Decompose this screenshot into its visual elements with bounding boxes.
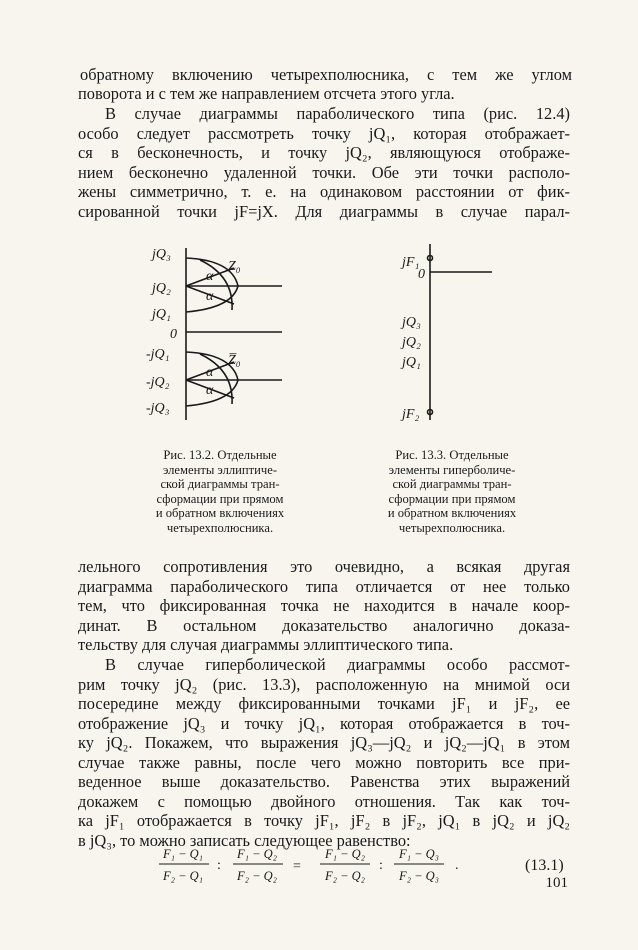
label-jq2: jQ₂	[402, 335, 421, 350]
text-line: посередине между фиксированными точками jF₁ и jF₂, ее	[78, 694, 570, 713]
label-minus-jq2: -jQ₂	[146, 375, 170, 390]
eq-num-1: F₁ − Q₁	[162, 847, 204, 861]
eq-den-3: F₂ − Q₂	[324, 869, 366, 883]
text-line: в jQ₃, то можно записать следующее равенство:	[78, 831, 411, 850]
label-jq1: jQ₁	[402, 355, 421, 370]
label-jq2: jQ₂	[152, 281, 171, 296]
figure-13-2-diagram	[146, 240, 300, 430]
text-line: случае также равны, после чего можно повторить все при-	[78, 753, 570, 772]
text-line: тельству для случая диаграммы эллиптического типа.	[78, 635, 454, 654]
text-line: диаграмма параболического типа отличается от нее только	[78, 577, 570, 596]
text-line: ку jQ₂. Покажем, что выражения jQ₃—jQ₂ и jQ₂—jQ₁ в этом	[78, 733, 570, 752]
text-line: нием бесконечно удаленной точки. Обе эти точки располо-	[78, 163, 570, 182]
equation-number: (13.1)	[525, 857, 564, 874]
eq-den-4: F₂ − Q₃	[398, 869, 440, 883]
z0-bar-label: Z̅₀	[228, 353, 241, 368]
figure-13-3-diagram	[398, 244, 508, 429]
eq-den-1: F₂ − Q₁	[162, 869, 204, 883]
text-line: динат. В остальном доказательство аналогично доказа-	[78, 616, 570, 635]
label-jq3: jQ₃	[402, 315, 421, 330]
text-line: веденное выше доказательство. Равенства этих выражений	[78, 772, 570, 791]
svg-text:=: =	[293, 859, 301, 874]
caption-13-3: Рис. 13.3. Отдельные элементы гиперболиче- ской диаграммы тран- сформации при прямом и обратном включениях четырехполюсника.	[387, 448, 517, 535]
eq-num-2: F₁ − Q₂	[236, 847, 278, 861]
alpha-label: α	[206, 269, 214, 284]
caption-13-2: Рис. 13.2. Отдельные элементы эллиптиче- ской диаграммы тран- сформации при прямом и обратном включениях четырехполюсника.	[155, 448, 285, 535]
text-line: поворота и с тем же направлением отсчета этого угла.	[78, 84, 455, 103]
svg-text::: :	[379, 858, 383, 873]
text-line: В случае диаграммы параболического типа (рис. 12.4)	[105, 104, 570, 123]
page-number: 101	[545, 875, 568, 891]
eq-num-4: F₁ − Q₃	[398, 847, 440, 861]
label-jq1: jQ₁	[152, 307, 171, 322]
text-line: сированной точки jF=jX. Для диаграммы в случае парал-	[78, 202, 570, 221]
z0-label: Z₀	[228, 259, 241, 274]
label-jf1: jF₁	[402, 255, 420, 270]
svg-text:.: .	[455, 858, 459, 873]
label-zero: 0	[418, 267, 425, 282]
label-jf2: jF₂	[402, 407, 420, 422]
svg-text::: :	[217, 858, 221, 873]
equation-13-1	[155, 842, 575, 888]
alpha-label: α	[206, 383, 214, 398]
alpha-label: α	[206, 365, 214, 380]
text-line: жены симметрично, т. е. на одинаковом расстоянии от фик-	[78, 182, 570, 201]
text-line: особо следует рассмотреть точку jQ₁, которая отображает-	[78, 124, 570, 143]
text-line: тем, что фиксированная точка не находится в начале коор-	[78, 596, 570, 615]
text-line: отображение jQ₃ и точку jQ₁, которая отображается в точ-	[78, 714, 570, 733]
label-jq3: jQ₃	[152, 247, 171, 262]
text-line: ка jF₁ отображается в точку jF₁, jF₂ в jF₂, jQ₁ в jQ₂ и jQ₂	[78, 811, 570, 830]
alpha-label: α	[206, 289, 214, 304]
eq-den-2: F₂ − Q₂	[236, 869, 278, 883]
text-line: лельного сопротивления это очевидно, а всякая другая	[78, 557, 570, 576]
text-line: докажем с помощью двойного отношения. Так как точ-	[78, 792, 570, 811]
label-zero: 0	[170, 327, 177, 342]
label-minus-jq1: -jQ₁	[146, 347, 170, 362]
text-line: обратному включению четырехполюсника, с тем же углом	[80, 65, 572, 84]
text-line: В случае гиперболической диаграммы особо рассмот-	[105, 655, 570, 674]
label-minus-jq3: -jQ₃	[146, 401, 170, 416]
text-line: ся в бесконечность, и точку jQ₂, являющуюся отображе-	[78, 143, 570, 162]
eq-num-3: F₁ − Q₂	[324, 847, 366, 861]
text-line: рим точку jQ₂ (рис. 13.3), расположенную на мнимой оси	[78, 675, 570, 694]
